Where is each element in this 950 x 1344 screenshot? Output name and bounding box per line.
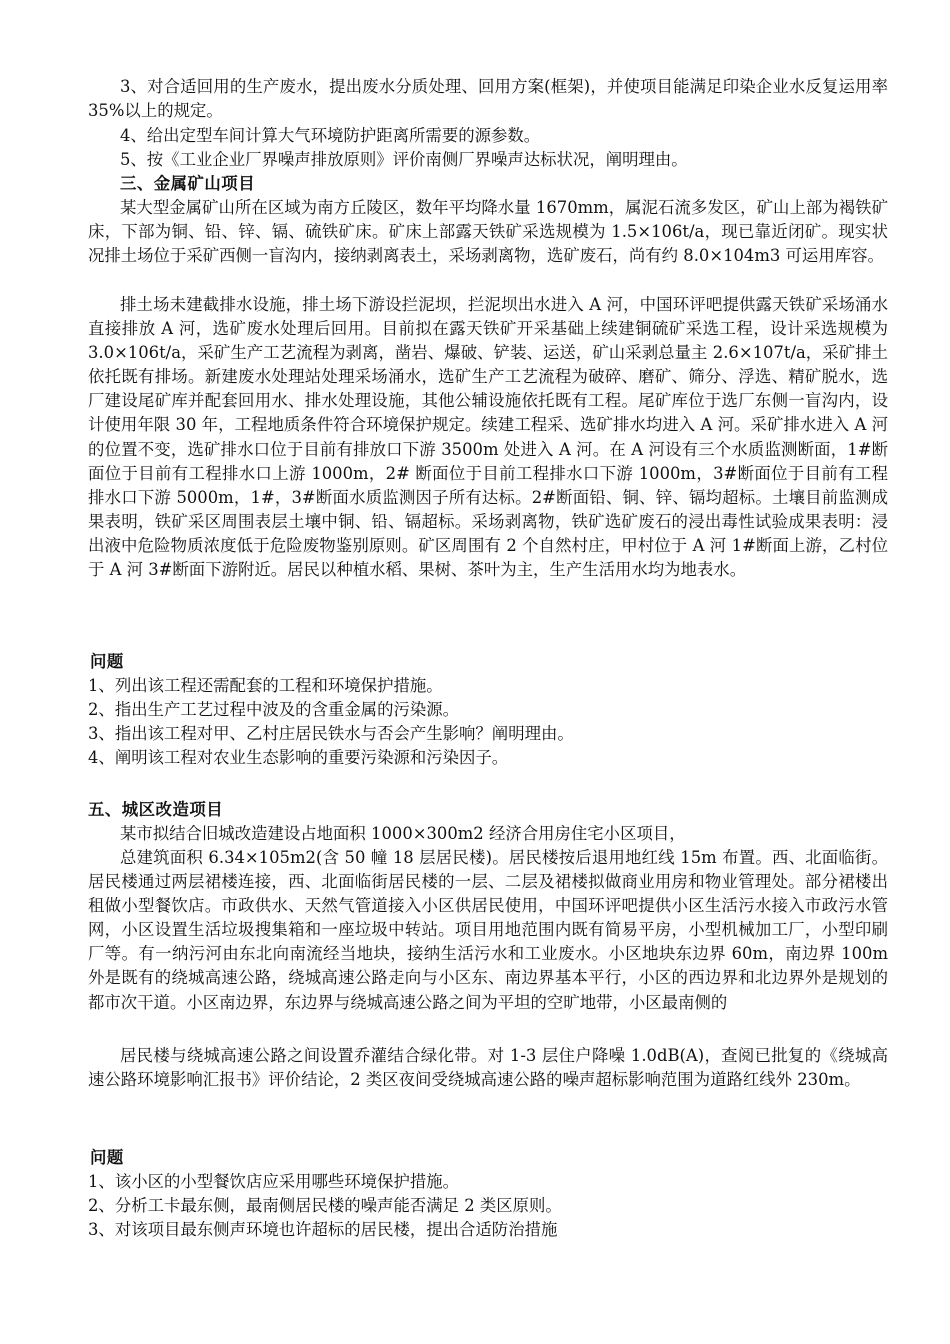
- questions-heading: 问题: [90, 1148, 124, 1167]
- section-heading-urban-renewal: 五、城区改造项目: [88, 800, 224, 819]
- questions-block-2: [88, 1146, 888, 1242]
- question-item: 1、该小区的小型餐饮店应采用哪些环境保护措施。: [88, 1172, 460, 1192]
- intro-item-5: 5、按《工业企业厂界噪声排放原则》评价南侧厂界噪声达标状况，阐明理由。: [119, 150, 688, 169]
- questions-block-1: [88, 650, 888, 770]
- question-item: 4、阐明该工程对农业生态影响的重要污染源和污染因子。: [88, 748, 509, 768]
- question-item: 1、列出该工程还需配套的工程和环境保护措施。: [88, 676, 443, 696]
- section3-paragraph-2: 排土场未建截排水设施，排土场下游设拦泥坝，拦泥坝出水进入 A 河，中国环评吧提供露天铁矿采场涌水直接排放 A 河，选矿废水处理后回用。目前拟在露天铁矿开采基础上续建铜硫矿采选工程，设计采选规模为 3.0×106t/a，采矿生产工艺流程为剥离，凿岩、爆破、铲装、运送，矿山采剥总量主 2.6×107t/a，采矿排土依托既有排场。新建废水处理站处理采场涌水，选矿生产工艺流程为破碎、磨矿、筛分、浮选、精矿脱水，选厂建设尾矿库并配套回用水、排水处理设施，其他公辅设施依托既有工程。尾矿库位于选厂东侧一盲沟内，设计使用年限 30 年，工程地质条件符合环境保护规定。续建工程采、选矿排水均进入 A 河。采矿排水进入 A 河的位置不变，选矿排水口位于目前有排放口下游 3500m 处进入 A 河。在 A 河设有三个水质监测断面，1#断面位于目前有工程排水口上游 1000m，2# 断面位于目前工程排水口下游 1000m，3#断面位于目前有工程排水口下游 5000m，1#，3#断面水质监测因子所有达标。2#断面铅、铜、锌、镉均超标。土壤目前监测成果表明，铁矿采区周围表层土壤中铜、铅、镉超标。采场剥离物，铁矿选矿废石的浸出毒性试验成果表明：浸出液中危险物质浓度低于危险废物鉴别原则。矿区周围有 2 个自然村庄，甲村位于 A 河 1#断面上游，乙村位于 A 河 3#断面下游附近。居民以种植水稻、果树、茶叶为主，生产生活用水均为地表水。: [88, 295, 888, 580]
- section3-paragraph-1: 某大型金属矿山所在区域为南方丘陵区，数年平均降水量 1670mm，属泥石流多发区，矿山上部为褐铁矿床，下部为铜、铅、锌、镉、硫铁矿床。矿床上部露天铁矿采选规模为 1.5×106t/a，现已靠近闭矿。现实状况排土场位于采矿西侧一盲沟内，接纳剥离表土，采场剥离物，选矿废石，尚有约 8.0×104m3 可运用库容。: [88, 198, 888, 266]
- intro-item-3: 3、对合适回用的生产废水，提出废水分质处理、回用方案(框架)，并使项目能满足印染企业水反复运用率 35%以上的规定。: [88, 77, 888, 121]
- intro-item-4: 4、给出定型车间计算大气环境防护距离所需要的源参数。: [119, 126, 541, 145]
- question-item: 2、指出生产工艺过程中波及的含重金属的污染源。: [88, 700, 460, 720]
- question-item: 3、指出该工程对甲、乙村庄居民铁水与否会产生影响？阐明理由。: [88, 724, 574, 744]
- questions-heading: 问题: [90, 652, 124, 671]
- question-item: 2、分析工卡最东侧，最南侧居民楼的噪声能否满足 2 类区原则。: [88, 1196, 562, 1216]
- section-heading-metal-mine: 三、金属矿山项目: [119, 174, 256, 193]
- section5-paragraph-2: 总建筑面积 6.34×105m2(含 50 幢 18 层居民楼)。居民楼按后退用地红线 15m 布置。西、北面临街。居民楼通过两层裙楼连接，西、北面临街居民楼的一层、二层及裙楼拟做商业用房和物业管理处。部分裙楼出租做小型餐饮店。市政供水、天然气管道接入小区供居民使用，中国环评吧提供小区生活污水接入市政污水管网，小区设置生活垃圾搜集箱和一座垃圾中转站。项目用地范围内既有简易平房，小型机械加工厂，小型印刷厂等。有一纳污河由东北向南流经当地块，接纳生活污水和工业废水。小区地块东边界 60m，南边界 100m 外是既有的绕城高速公路，绕城高速公路走向与小区东、南边界基本平行，小区的西边界和北边界外是规划的都市次干道。小区南边界，东边界与绕城高速公路之间为平坦的空旷地带，小区最南侧的: [88, 848, 888, 1012]
- section5-paragraph-1: 某市拟结合旧城改造建设占地面积 1000×300m2 经济合用房住宅小区项目，: [119, 824, 686, 843]
- section5-paragraph-3: 居民楼与绕城高速公路之间设置乔灌结合绿化带。对 1-3 层住户降噪 1.0dB(A)，查阅已批复的《绕城高速公路环境影响汇报书》评价结论，2 类区夜间受绕城高速公路的噪声超标影响范围为道路红线外 230m。: [88, 1046, 888, 1090]
- question-item: 3、对该项目最东侧声环境也许超标的居民楼，提出合适防治措施: [88, 1220, 558, 1240]
